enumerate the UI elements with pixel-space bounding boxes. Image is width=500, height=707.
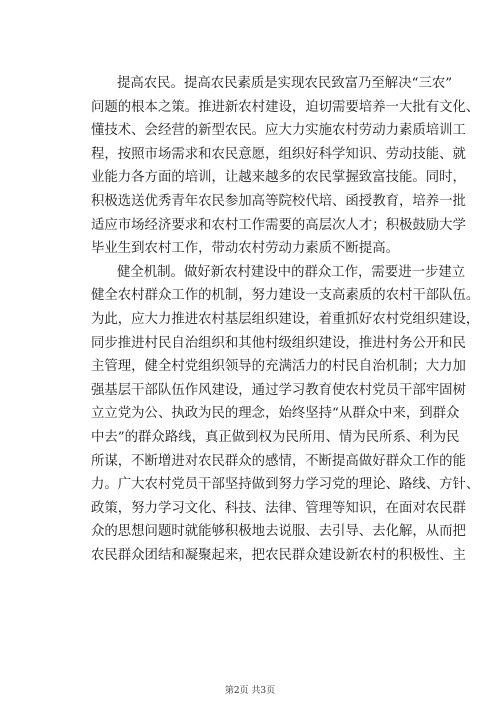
page-number-footer: 第2页 共3页 [224, 686, 276, 696]
text-line: 众的思想问题时就能够积极地去说服、去引导、去化解，从而把 [91, 524, 466, 540]
text-line: 适应市场经济要求和农村工作需要的高层次人才；积极鼓励大学 [91, 217, 466, 233]
text-line: 所谋，不断增进对农民群众的感情，不断提高做好群众工作的能 [91, 453, 466, 469]
text-line: 主管理，健全村党组织领导的充满活力的村民自治机制；大力加 [91, 359, 466, 375]
document-body [91, 72, 480, 567]
text-line: 积极选送优秀青年农民参加高等院校代培、函授教育，培养一批 [91, 193, 466, 209]
text-line: 问题的根本之策。推进新农村建设，迫切需要培养一大批有文化、 [91, 99, 480, 115]
text-line: 提高农民。提高农民素质是实现农民致富乃至解决“三农” [117, 76, 453, 91]
paragraph-improve-mechanism [91, 261, 480, 568]
text-line: 政策，努力学习文化、科技、法律、管理等知识，在面对农民群 [91, 500, 466, 516]
text-line: 健全机制。做好新农村建设中的群众工作，需要进一步建立 [117, 264, 466, 280]
text-line: 立立党为公、执政为民的理念，始终坚持“从群众中来，到群众 [91, 406, 460, 422]
text-line: 健全农村群众工作的机制，努力建设一支高素质的农村干部队伍。 [91, 288, 480, 304]
text-line: 力。广大农村党员干部坚持做到努力学习党的理论、路线、方针、 [91, 477, 480, 493]
text-line: 程，按照市场需求和农民意愿，组织好科学知识、劳动技能、就 [91, 146, 466, 162]
text-line: 业能力各方面的培训，让越来越多的农民掌握致富技能。同时， [91, 170, 466, 186]
text-line: 中去”的群众路线，真正做到权为民所用、情为民所系、利为民 [91, 429, 460, 445]
text-line: 毕业生到农村工作，带动农村劳动力素质不断提高。 [91, 241, 399, 257]
text-line: 农民群众团结和凝聚起来，把农民群众建设新农村的积极性、主 [91, 547, 466, 563]
text-line: 强基层干部队伍作风建设，通过学习教育使农村党员干部牢固树 [91, 382, 466, 398]
text-line: 同步推进村民自治组织和其他村级组织建设，推进村务公开和民 [91, 335, 466, 351]
text-line: 懂技术、会经营的新型农民。应大力实施农村劳动力素质培训工 [91, 123, 466, 139]
text-line: 为此，应大力推进农村基层组织建设，着重抓好农村党组织建设， [91, 311, 480, 327]
paragraph-train-farmers [91, 72, 480, 261]
